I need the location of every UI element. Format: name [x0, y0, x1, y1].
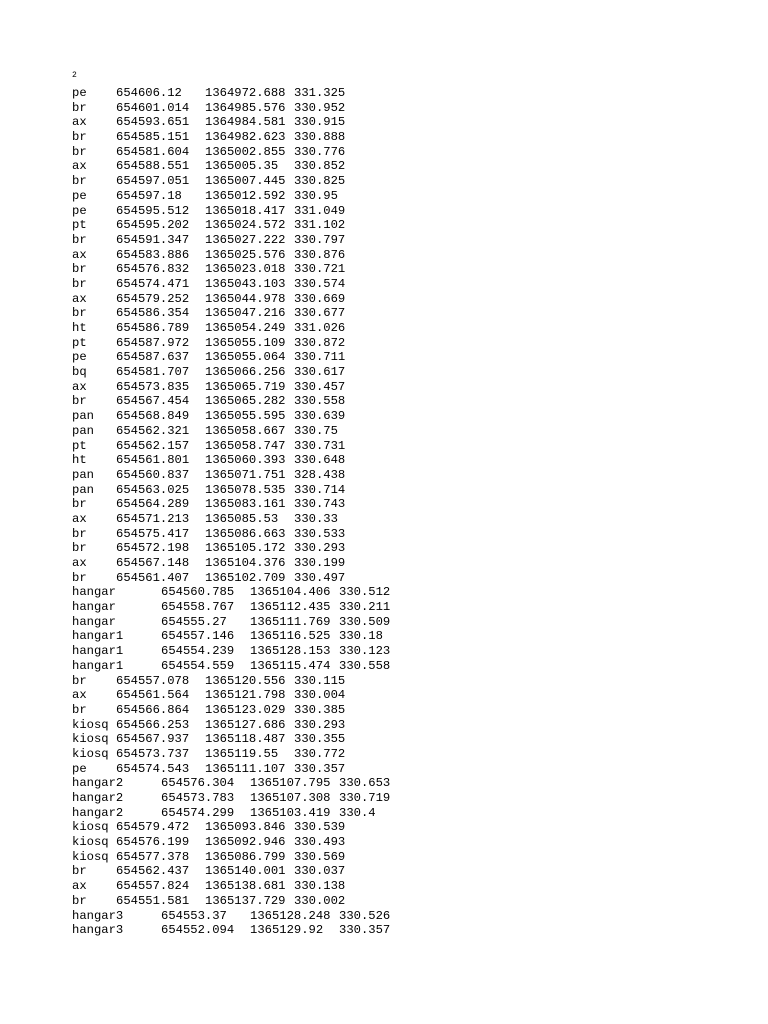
easting-value: 654571.213: [116, 511, 190, 526]
northing-value: 1365043.103: [205, 276, 286, 291]
northing-value: 1365123.029: [205, 702, 286, 717]
listing-row: [72, 350, 409, 365]
elevation-value: 330.797: [294, 232, 346, 247]
point-code: br: [72, 174, 87, 189]
easting-value: 654558.767: [161, 600, 235, 615]
listing-row: [72, 585, 409, 600]
point-code: pt: [72, 438, 87, 453]
listing-row: [72, 453, 409, 468]
easting-value: 654566.864: [116, 702, 190, 717]
elevation-value: 330.211: [339, 600, 391, 615]
listing-row: [72, 394, 409, 409]
listing-row: [72, 101, 409, 116]
easting-value: 654601.014: [116, 100, 190, 115]
listing-row: [72, 248, 409, 263]
northing-value: 1365115.474: [250, 658, 331, 673]
northing-value: 1365104.406: [250, 585, 331, 600]
listing-row: [72, 850, 409, 865]
listing-row: [72, 615, 409, 630]
elevation-value: 328.438: [294, 467, 346, 482]
listing-row: [72, 292, 409, 307]
northing-value: 1365055.064: [205, 350, 286, 365]
easting-value: 654552.094: [161, 923, 235, 938]
elevation-value: 330.876: [294, 247, 346, 262]
elevation-value: 330.293: [294, 541, 346, 556]
easting-value: 654557.824: [116, 879, 190, 894]
listing-row: [72, 277, 409, 292]
northing-value: 1364982.623: [205, 130, 286, 145]
easting-value: 654561.801: [116, 453, 190, 468]
listing-row: [72, 86, 409, 101]
elevation-value: 330.002: [294, 893, 346, 908]
elevation-value: 330.952: [294, 100, 346, 115]
elevation-value: 330.526: [339, 908, 391, 923]
easting-value: 654595.202: [116, 218, 190, 233]
elevation-value: 330.669: [294, 291, 346, 306]
listing-row: [72, 688, 409, 703]
point-code: kiosq: [72, 820, 109, 835]
listing-row: [72, 174, 409, 189]
elevation-value: 330.915: [294, 115, 346, 130]
northing-value: 1365047.216: [205, 306, 286, 321]
point-code: br: [72, 306, 87, 321]
easting-value: 654576.304: [161, 776, 235, 791]
point-code: br: [72, 864, 87, 879]
point-code: kiosq: [72, 717, 109, 732]
easting-value: 654587.637: [116, 350, 190, 365]
northing-value: 1365025.576: [205, 247, 286, 262]
point-code: hangar: [72, 614, 116, 629]
elevation-value: 330.115: [294, 673, 346, 688]
northing-value: 1365055.109: [205, 335, 286, 350]
elevation-value: 330.497: [294, 570, 346, 585]
northing-value: 1365027.222: [205, 232, 286, 247]
easting-value: 654576.199: [116, 835, 190, 850]
point-code: hangar: [72, 600, 116, 615]
listing-row: [72, 923, 409, 938]
listing-row: [72, 115, 409, 130]
point-code: pe: [72, 188, 87, 203]
listing-row: [72, 776, 409, 791]
point-code: br: [72, 130, 87, 145]
elevation-value: 330.639: [294, 409, 346, 424]
listing-row: [72, 218, 409, 233]
page-number: 2: [72, 71, 77, 80]
listing-row: [72, 497, 409, 512]
northing-value: 1365128.153: [250, 644, 331, 659]
elevation-value: 331.102: [294, 218, 346, 233]
listing-row: [72, 159, 409, 174]
point-code: ax: [72, 115, 87, 130]
listing-row: [72, 409, 409, 424]
listing-row: [72, 644, 409, 659]
elevation-value: 330.037: [294, 864, 346, 879]
northing-value: 1365058.667: [205, 423, 286, 438]
point-code: hangar3: [72, 923, 124, 938]
point-code: hangar1: [72, 644, 124, 659]
listing-row: [72, 835, 409, 850]
elevation-value: 330.776: [294, 144, 346, 159]
elevation-value: 331.325: [294, 86, 346, 100]
elevation-value: 330.653: [339, 776, 391, 791]
northing-value: 1365002.855: [205, 144, 286, 159]
point-code: pe: [72, 203, 87, 218]
point-code: hangar1: [72, 629, 124, 644]
elevation-value: 330.509: [339, 614, 391, 629]
listing-row: [72, 380, 409, 395]
point-code: br: [72, 702, 87, 717]
easting-value: 654577.378: [116, 849, 190, 864]
easting-value: 654587.972: [116, 335, 190, 350]
listing-row: [72, 629, 409, 644]
point-code: ax: [72, 688, 87, 703]
listing-row: [72, 512, 409, 527]
northing-value: 1365005.35: [205, 159, 279, 174]
point-code: ax: [72, 291, 87, 306]
elevation-value: 330.123: [339, 644, 391, 659]
listing-row: [72, 541, 409, 556]
northing-value: 1365121.798: [205, 688, 286, 703]
easting-value: 654586.789: [116, 321, 190, 335]
elevation-value: 330.558: [294, 394, 346, 409]
elevation-value: 330.199: [294, 556, 346, 570]
listing-row: [72, 468, 409, 483]
northing-value: 1365055.595: [205, 409, 286, 424]
northing-value: 1365058.747: [205, 438, 286, 453]
elevation-value: 330.677: [294, 306, 346, 321]
listing-row: [72, 189, 409, 204]
easting-value: 654567.148: [116, 556, 190, 570]
elevation-value: 330.872: [294, 335, 346, 350]
easting-value: 654560.837: [116, 467, 190, 482]
easting-value: 654575.417: [116, 526, 190, 541]
northing-value: 1365127.686: [205, 717, 286, 732]
listing-row: [72, 527, 409, 542]
easting-value: 654581.604: [116, 144, 190, 159]
listing-row: [72, 145, 409, 160]
northing-value: 1365086.663: [205, 526, 286, 541]
point-code: bq: [72, 365, 87, 380]
point-code: kiosq: [72, 732, 109, 747]
northing-value: 1365120.556: [205, 673, 286, 688]
northing-value: 1365060.393: [205, 453, 286, 468]
elevation-value: 330.004: [294, 688, 346, 703]
easting-value: 654551.581: [116, 893, 190, 908]
point-code: ht: [72, 453, 87, 468]
point-code: hangar1: [72, 658, 124, 673]
northing-value: 1365083.161: [205, 497, 286, 512]
easting-value: 654562.321: [116, 423, 190, 438]
listing-row: [72, 879, 409, 894]
survey-point-listing: [72, 86, 409, 938]
point-code: ax: [72, 159, 87, 174]
easting-value: 654557.146: [161, 629, 235, 644]
listing-row: [72, 703, 409, 718]
northing-value: 1365105.172: [205, 541, 286, 556]
listing-row: [72, 439, 409, 454]
northing-value: 1365054.249: [205, 321, 286, 335]
northing-value: 1365078.535: [205, 482, 286, 497]
easting-value: 654574.299: [161, 805, 235, 820]
listing-row: [72, 204, 409, 219]
elevation-value: 330.138: [294, 879, 346, 894]
elevation-value: 331.026: [294, 321, 346, 335]
elevation-value: 330.888: [294, 130, 346, 145]
point-code: br: [72, 570, 87, 585]
northing-value: 1365044.978: [205, 291, 286, 306]
point-code: br: [72, 497, 87, 512]
point-code: pan: [72, 423, 94, 438]
listing-row: [72, 571, 409, 586]
easting-value: 654561.407: [116, 570, 190, 585]
northing-value: 1364985.576: [205, 100, 286, 115]
easting-value: 654597.18: [116, 188, 182, 203]
listing-row: [72, 424, 409, 439]
elevation-value: 330.18: [339, 629, 383, 644]
point-code: br: [72, 276, 87, 291]
elevation-value: 330.293: [294, 717, 346, 732]
easting-value: 654572.198: [116, 541, 190, 556]
listing-row: [72, 233, 409, 248]
northing-value: 1365107.308: [250, 791, 331, 805]
point-code: pan: [72, 409, 94, 424]
northing-value: 1365111.107: [205, 761, 286, 776]
northing-value: 1365065.719: [205, 379, 286, 394]
point-code: pan: [72, 482, 94, 497]
elevation-value: 330.825: [294, 174, 346, 189]
northing-value: 1365093.846: [205, 820, 286, 835]
elevation-value: 330.574: [294, 276, 346, 291]
point-code: ht: [72, 321, 87, 335]
point-code: br: [72, 541, 87, 556]
easting-value: 654588.551: [116, 159, 190, 174]
elevation-value: 330.648: [294, 453, 346, 468]
easting-value: 654583.886: [116, 247, 190, 262]
northing-value: 1365085.53: [205, 511, 279, 526]
listing-row: [72, 747, 409, 762]
northing-value: 1365086.799: [205, 849, 286, 864]
northing-value: 1365023.018: [205, 262, 286, 277]
point-code: kiosq: [72, 835, 109, 850]
point-code: pt: [72, 335, 87, 350]
easting-value: 654560.785: [161, 585, 235, 600]
easting-value: 654597.051: [116, 174, 190, 189]
northing-value: 1365119.55: [205, 746, 279, 761]
point-code: br: [72, 526, 87, 541]
point-code: br: [72, 673, 87, 688]
point-code: br: [72, 232, 87, 247]
listing-row: [72, 806, 409, 821]
easting-value: 654581.707: [116, 365, 190, 380]
point-code: ax: [72, 556, 87, 570]
point-code: hangar2: [72, 791, 124, 805]
listing-row: [72, 762, 409, 777]
elevation-value: 330.711: [294, 350, 346, 365]
point-code: br: [72, 100, 87, 115]
elevation-value: 330.558: [339, 658, 391, 673]
northing-value: 1365012.592: [205, 188, 286, 203]
point-code: pe: [72, 86, 87, 100]
point-code: ax: [72, 379, 87, 394]
listing-row: [72, 791, 409, 806]
elevation-value: 330.533: [294, 526, 346, 541]
elevation-value: 330.772: [294, 746, 346, 761]
point-code: ax: [72, 879, 87, 894]
elevation-value: 330.355: [294, 732, 346, 747]
easting-value: 654562.157: [116, 438, 190, 453]
easting-value: 654586.354: [116, 306, 190, 321]
elevation-value: 330.75: [294, 423, 338, 438]
listing-row: [72, 321, 409, 336]
easting-value: 654562.437: [116, 864, 190, 879]
elevation-value: 330.617: [294, 365, 346, 380]
point-code: pan: [72, 467, 94, 482]
elevation-value: 330.357: [294, 761, 346, 776]
elevation-value: 330.719: [339, 791, 391, 805]
listing-row: [72, 365, 409, 380]
easting-value: 654573.783: [161, 791, 235, 805]
elevation-value: 330.95: [294, 188, 338, 203]
northing-value: 1365118.487: [205, 732, 286, 747]
listing-row: [72, 306, 409, 321]
elevation-value: 330.721: [294, 262, 346, 277]
northing-value: 1364984.581: [205, 115, 286, 130]
easting-value: 654555.27: [161, 614, 227, 629]
listing-row: [72, 732, 409, 747]
point-code: kiosq: [72, 849, 109, 864]
northing-value: 1365138.681: [205, 879, 286, 894]
elevation-value: 331.049: [294, 203, 346, 218]
point-code: br: [72, 144, 87, 159]
point-code: pe: [72, 350, 87, 365]
listing-row: [72, 262, 409, 277]
listing-row: [72, 336, 409, 351]
point-code: br: [72, 394, 87, 409]
northing-value: 1365066.256: [205, 365, 286, 380]
northing-value: 1365111.769: [250, 614, 331, 629]
point-code: br: [72, 893, 87, 908]
listing-row: [72, 556, 409, 571]
northing-value: 1365007.445: [205, 174, 286, 189]
elevation-value: 330.493: [294, 835, 346, 850]
elevation-value: 330.512: [339, 585, 391, 600]
easting-value: 654561.564: [116, 688, 190, 703]
northing-value: 1365092.946: [205, 835, 286, 850]
listing-row: [72, 820, 409, 835]
northing-value: 1365071.751: [205, 467, 286, 482]
northing-value: 1365107.795: [250, 776, 331, 791]
elevation-value: 330.743: [294, 497, 346, 512]
easting-value: 654585.151: [116, 130, 190, 145]
northing-value: 1365104.376: [205, 556, 286, 570]
easting-value: 654591.347: [116, 232, 190, 247]
northing-value: 1365065.282: [205, 394, 286, 409]
point-code: pt: [72, 218, 87, 233]
elevation-value: 330.357: [339, 923, 391, 938]
point-code: pe: [72, 761, 87, 776]
listing-row: [72, 864, 409, 879]
northing-value: 1365112.435: [250, 600, 331, 615]
point-code: hangar2: [72, 776, 124, 791]
easting-value: 654568.849: [116, 409, 190, 424]
listing-row: [72, 130, 409, 145]
easting-value: 654573.737: [116, 746, 190, 761]
northing-value: 1365103.419: [250, 805, 331, 820]
easting-value: 654553.37: [161, 908, 227, 923]
easting-value: 654564.289: [116, 497, 190, 512]
elevation-value: 330.4: [339, 805, 376, 820]
easting-value: 654579.252: [116, 291, 190, 306]
listing-row: [72, 674, 409, 689]
easting-value: 654567.937: [116, 732, 190, 747]
listing-row: [72, 600, 409, 615]
easting-value: 654563.025: [116, 482, 190, 497]
northing-value: 1365102.709: [205, 570, 286, 585]
easting-value: 654606.12: [116, 86, 182, 100]
point-code: hangar: [72, 585, 116, 600]
easting-value: 654579.472: [116, 820, 190, 835]
elevation-value: 330.457: [294, 379, 346, 394]
point-code: ax: [72, 247, 87, 262]
elevation-value: 330.731: [294, 438, 346, 453]
northing-value: 1365129.92: [250, 923, 324, 938]
easting-value: 654554.239: [161, 644, 235, 659]
easting-value: 654574.471: [116, 276, 190, 291]
listing-row: [72, 894, 409, 909]
point-code: ax: [72, 511, 87, 526]
northing-value: 1365024.572: [205, 218, 286, 233]
easting-value: 654576.832: [116, 262, 190, 277]
easting-value: 654574.543: [116, 761, 190, 776]
listing-row: [72, 659, 409, 674]
northing-value: 1365140.001: [205, 864, 286, 879]
northing-value: 1365116.525: [250, 629, 331, 644]
elevation-value: 330.33: [294, 511, 338, 526]
northing-value: 1365018.417: [205, 203, 286, 218]
easting-value: 654566.253: [116, 717, 190, 732]
elevation-value: 330.852: [294, 159, 346, 174]
point-code: hangar2: [72, 805, 124, 820]
easting-value: 654595.512: [116, 203, 190, 218]
listing-row: [72, 483, 409, 498]
easting-value: 654567.454: [116, 394, 190, 409]
easting-value: 654557.078: [116, 673, 190, 688]
elevation-value: 330.539: [294, 820, 346, 835]
northing-value: 1365128.248: [250, 908, 331, 923]
elevation-value: 330.714: [294, 482, 346, 497]
listing-row: [72, 718, 409, 733]
point-code: kiosq: [72, 746, 109, 761]
northing-value: 1364972.688: [205, 86, 286, 100]
elevation-value: 330.385: [294, 702, 346, 717]
northing-value: 1365137.729: [205, 893, 286, 908]
point-code: hangar3: [72, 908, 124, 923]
listing-row: [72, 909, 409, 924]
easting-value: 654554.559: [161, 658, 235, 673]
easting-value: 654593.651: [116, 115, 190, 130]
easting-value: 654573.835: [116, 379, 190, 394]
elevation-value: 330.569: [294, 849, 346, 864]
point-code: br: [72, 262, 87, 277]
